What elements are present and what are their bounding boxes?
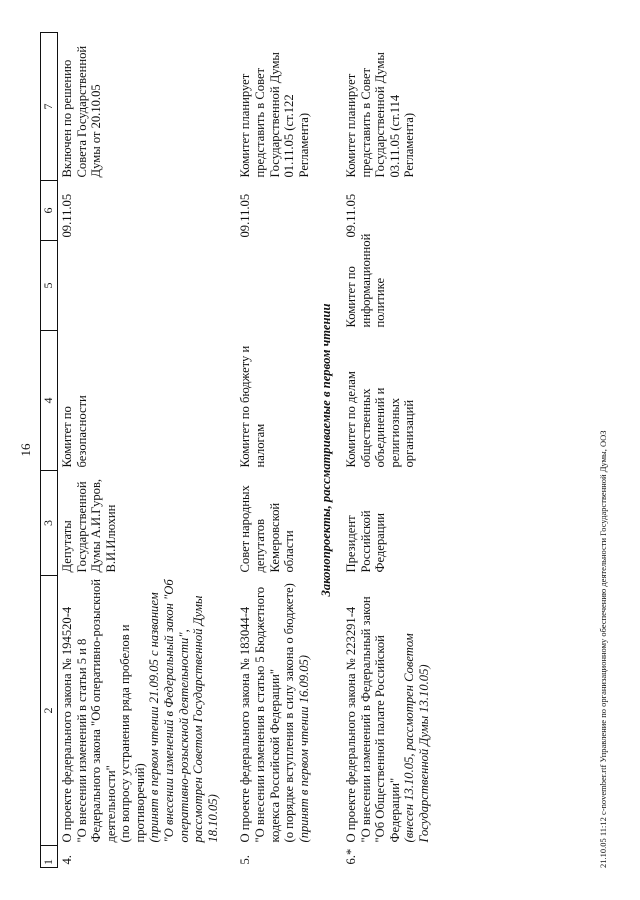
initiator: Совет народных депутатов Кемеровской области [238,485,297,573]
consideration-date: 09.11.05 [238,193,253,238]
status: Комитет планирует представить в Совет Государственной Думы 03.11.05 (ст.114 Регламента) [344,52,417,178]
row-number: 6.* [344,848,358,865]
column-header: 1 [41,846,58,868]
responsible-committee: Комитет по бюджету и налогам [238,345,268,468]
initiator: Депутаты Государственной Думы А.И.Гуров, В.И.Илюхин [59,478,118,573]
column-number-row [41,33,58,868]
bill-status-note: (принят в первом чтении 21.09.05 с названием "О внесении изменений в Федеральный закон "Об оперативно-розыскной деятельности", рассмотрен Советом Государственной Думы 18.10.05) [147,579,220,843]
column-header: 3 [41,471,58,576]
bill-text: "О внесении изменений в Федеральный закон "Об Общественной палате Российской Федерации" [358,596,402,843]
responsible-committee: Комитет по делам общественных объединений и религиозных организаций [344,371,417,468]
co-committee [236,241,313,331]
agenda-table [40,32,434,868]
table-row [57,33,222,868]
co-committee: Комитет по информационной политике [344,233,388,328]
bill-description [236,576,313,846]
bill-title: О проекте федерального закона № 183044-4 [238,606,253,843]
status: Комитет планирует представить в Совет Государственной Думы 01.11.05 (ст.122 Регламента) [238,52,311,178]
bill-status-note: (принят в первом чтении 16.09.05) [296,655,311,843]
bill-description [342,576,434,846]
column-header: 6 [41,181,58,241]
column-header: 5 [41,241,58,331]
bill-text: "О внесении изменений в статьи 5 и 8 Федерального закона "Об оперативно-розыскной деятельности" [74,579,118,843]
column-header: 4 [41,331,58,471]
initiator: Президент Российской Федерации [344,510,388,573]
consideration-date: 09.11.05 [344,193,358,238]
consideration-date: 09.11.05 [59,193,74,238]
column-header: 7 [41,33,58,181]
bill-title: О проекте федерального закона № 223291-4 [344,606,358,843]
status: Включен по решению Совета Государственной Думы от 20.10.05 [59,45,104,178]
document-page [18,20,618,880]
responsible-committee: Комитет по безопасности [59,395,89,468]
bill-note: (по вопросу устранения ряда пробелов и противоречий) [118,624,147,843]
bill-text: "О внесении изменения в статью 5 Бюджетного кодекса Российской Федерации" [253,586,282,843]
table-row [342,33,434,868]
row-number: 5. [238,855,253,865]
page-number: 16 [18,443,33,457]
table-row [236,33,313,868]
section-title: Законопроекты, рассматриваемые в первом чтении [319,303,334,597]
section-row [313,33,342,868]
co-committee [57,241,222,331]
bill-status-note: (внесен 13.10.05, рассмотрен Советом Государственной Думы 13.10.05) [402,633,431,843]
page-footer: 21.10.05 11:12 c-november.rtf Управление по организационному обеспечению деятельности Государственной Думы, ООЗ [598,430,608,868]
bill-title: О проекте федерального закона № 194520-4 [59,606,74,843]
bill-note: (о порядке вступления в силу закона о бюджете) [282,583,297,843]
row-number: 4. [59,855,74,865]
bill-description [57,576,222,846]
column-header: 2 [41,576,58,846]
